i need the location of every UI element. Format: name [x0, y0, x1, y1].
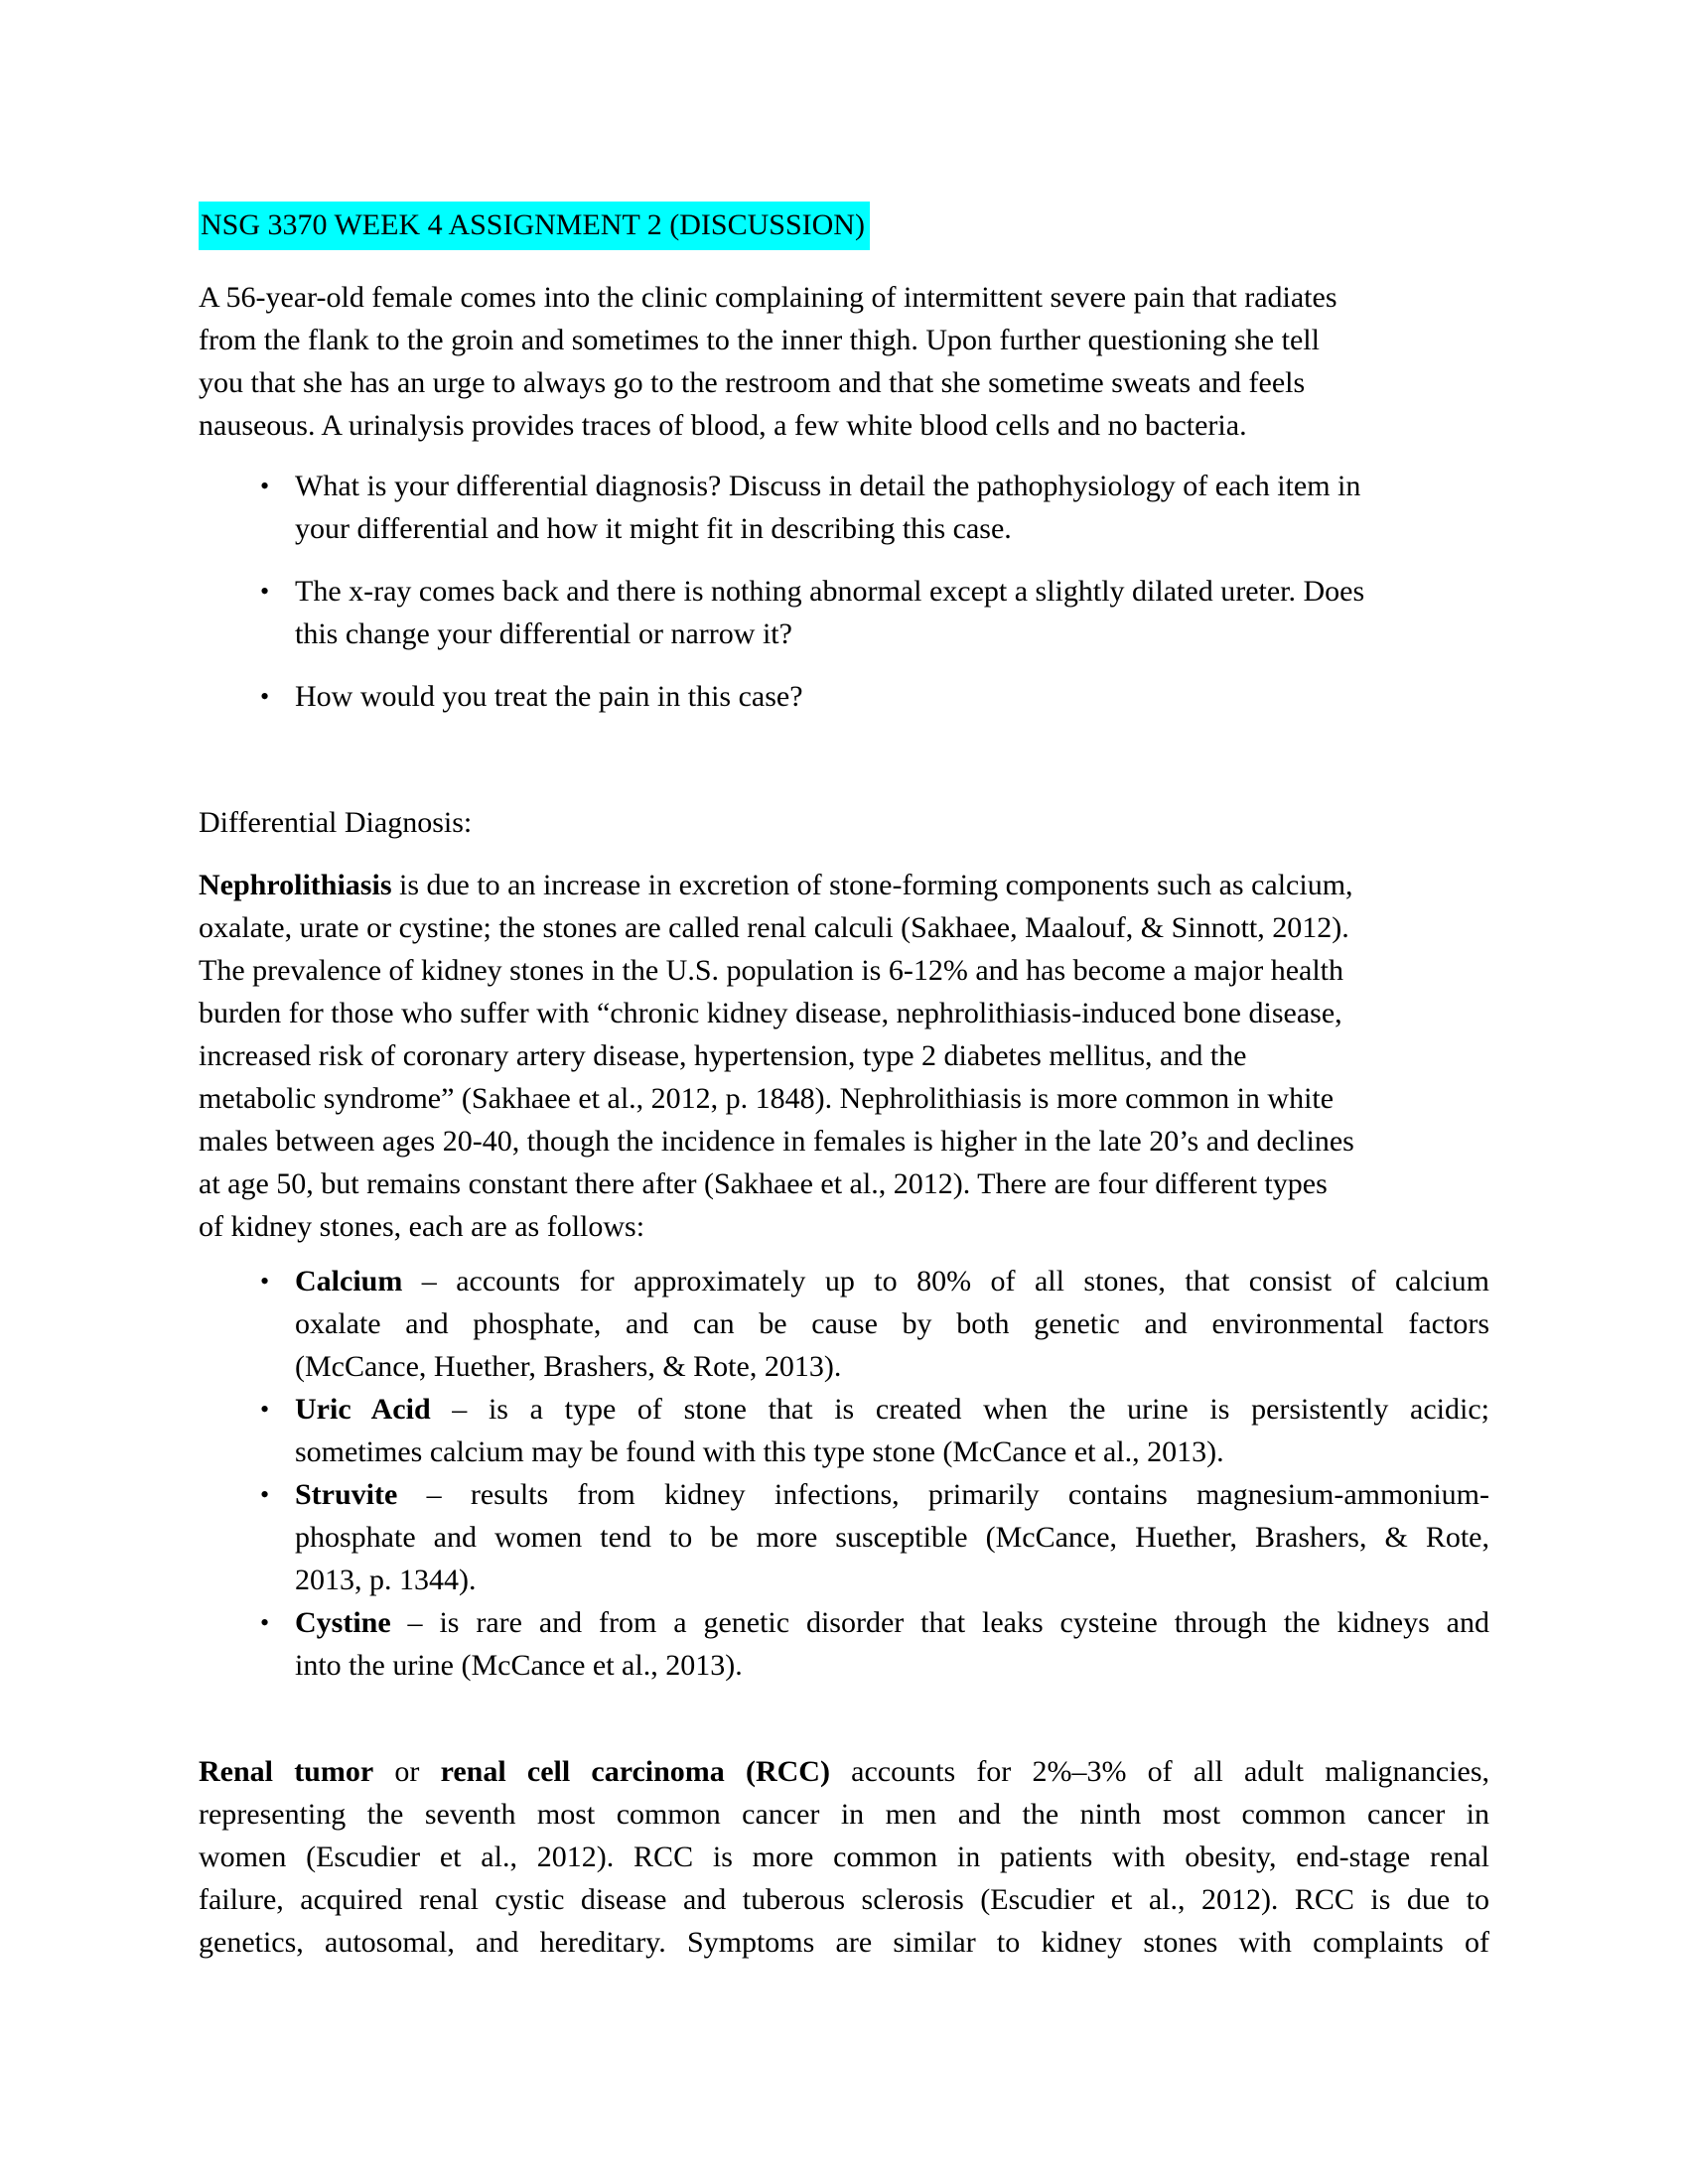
- text-line: failure, acquired renal cystic disease and tuberous sclerosis (Escudier et al., 2012). RCC is due to: [199, 1883, 1489, 1916]
- stone-item-struvite: [295, 1473, 1489, 1601]
- stone-item-calcium: [295, 1260, 1489, 1388]
- stone-item-uric-acid: [295, 1388, 1489, 1473]
- text-line: oxalate, urate or cystine; the stones are called renal calculi (Sakhaee, Maalouf, & Sinnott, 2012).: [199, 911, 1349, 944]
- text-line: Calcium – accounts for approximately up to 80% of all stones, that consist of calcium: [295, 1265, 1489, 1297]
- question-text: [295, 570, 1489, 655]
- text-line: your differential and how it might fit in describing this case.: [295, 512, 1012, 545]
- differential-diagnosis-heading: Differential Diagnosis:: [199, 806, 473, 839]
- question-text: [295, 675, 1489, 718]
- text-line: males between ages 20-40, though the incidence in females is higher in the late 20’s and declines: [199, 1125, 1354, 1158]
- text-line: women (Escudier et al., 2012). RCC is more common in patients with obesity, end-stage renal: [199, 1841, 1489, 1873]
- text-line: How would you treat the pain in this case?: [295, 680, 803, 713]
- text-line: into the urine (McCance et al., 2013).: [295, 1649, 743, 1682]
- list-item: [199, 1260, 1489, 1388]
- stone-type-list: [199, 1260, 1489, 1687]
- text-line: nauseous. A urinalysis provides traces of blood, a few white blood cells and no bacteria.: [199, 409, 1247, 442]
- question-list: [199, 465, 1489, 718]
- stone-item-cystine: [295, 1601, 1489, 1687]
- text-line: phosphate and women tend to be more susceptible (McCance, Huether, Brashers, & Rote,: [295, 1521, 1489, 1554]
- list-item: [199, 1388, 1489, 1473]
- text-line: oxalate and phosphate, and can be cause by both genetic and environmental factors: [295, 1307, 1489, 1340]
- bullet-icon: •: [260, 472, 270, 500]
- text-line: A 56-year-old female comes into the clinic complaining of intermittent severe pain that radiates: [199, 281, 1337, 314]
- bullet-icon: •: [260, 1267, 270, 1296]
- text-line: 2013, p. 1344).: [295, 1564, 477, 1596]
- bullet-icon: •: [260, 682, 270, 711]
- list-item: [199, 465, 1489, 550]
- text-line: Uric Acid – is a type of stone that is created when the urine is persistently acidic;: [295, 1393, 1489, 1426]
- text-line: increased risk of coronary artery disease, hypertension, type 2 diabetes mellitus, and the: [199, 1039, 1247, 1072]
- text-line: The x-ray comes back and there is nothing abnormal except a slightly dilated ureter. Does: [295, 575, 1365, 608]
- title-highlight: NSG 3370 WEEK 4 ASSIGNMENT 2 (DISCUSSION): [199, 202, 870, 250]
- text-line: you that she has an urge to always go to the restroom and that she sometime sweats and feels: [199, 366, 1306, 399]
- bullet-icon: •: [260, 1480, 270, 1509]
- text-line: Cystine – is rare and from a genetic disorder that leaks cysteine through the kidneys and: [295, 1606, 1489, 1639]
- list-item: [199, 1473, 1489, 1601]
- bullet-icon: •: [260, 1395, 270, 1424]
- text-line: of kidney stones, each are as follows:: [199, 1210, 645, 1243]
- text-line: from the flank to the groin and sometimes to the inner thigh. Upon further questioning she tell: [199, 324, 1320, 356]
- text-line: Renal tumor or renal cell carcinoma (RCC) accounts for 2%–3% of all adult malignancies,: [199, 1755, 1489, 1788]
- renal-tumor-paragraph: [199, 1750, 1489, 1964]
- text-line: What is your differential diagnosis? Discuss in detail the pathophysiology of each item in: [295, 470, 1361, 502]
- list-item: [199, 1601, 1489, 1687]
- text-line: at age 50, but remains constant there after (Sakhaee et al., 2012). There are four different types: [199, 1167, 1328, 1200]
- text-line: sometimes calcium may be found with this type stone (McCance et al., 2013).: [295, 1435, 1224, 1468]
- text-line: Nephrolithiasis is due to an increase in excretion of stone-forming components such as calcium,: [199, 869, 1353, 901]
- intro-paragraph: [199, 276, 1489, 447]
- question-text: [295, 465, 1489, 550]
- nephrolithiasis-paragraph: [199, 864, 1489, 1248]
- text-line: (McCance, Huether, Brashers, & Rote, 2013).: [295, 1350, 842, 1383]
- text-line: this change your differential or narrow it?: [295, 617, 792, 650]
- bullet-icon: •: [260, 1608, 270, 1637]
- text-line: Struvite – results from kidney infections, primarily contains magnesium-ammonium-: [295, 1478, 1489, 1511]
- text-line: burden for those who suffer with “chronic kidney disease, nephrolithiasis-induced bone disease,: [199, 997, 1342, 1029]
- text-line: representing the seventh most common cancer in men and the ninth most common cancer in: [199, 1798, 1489, 1831]
- text-line: The prevalence of kidney stones in the U.S. population is 6-12% and has become a major health: [199, 954, 1344, 987]
- bullet-icon: •: [260, 577, 270, 606]
- list-item: [199, 570, 1489, 655]
- list-item: [199, 675, 1489, 718]
- page-title: [199, 204, 1489, 246]
- text-line: genetics, autosomal, and hereditary. Symptoms are similar to kidney stones with complaints of: [199, 1926, 1489, 1959]
- text-line: metabolic syndrome” (Sakhaee et al., 2012, p. 1848). Nephrolithiasis is more common in white: [199, 1082, 1335, 1115]
